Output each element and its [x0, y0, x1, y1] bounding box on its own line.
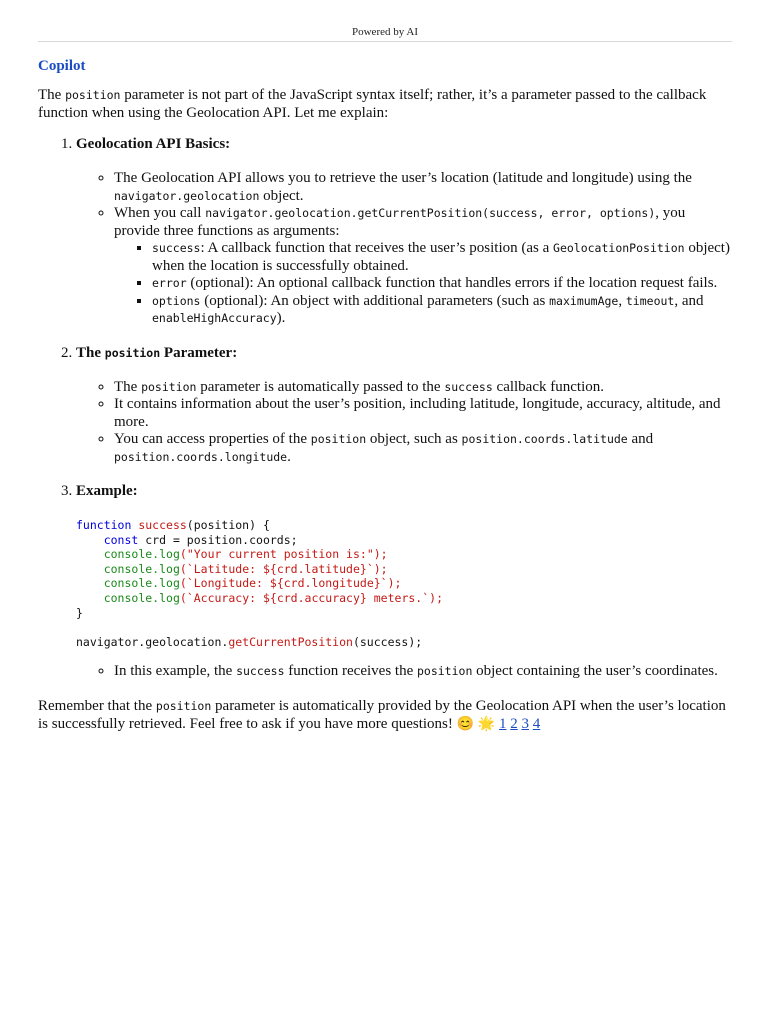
code-token: . [152, 561, 160, 576]
inline-code: position [310, 432, 367, 446]
title-text: Parameter: [160, 344, 238, 361]
bullet-text: . [287, 448, 291, 465]
bullet-text: object containing the user’s coordinates. [472, 663, 718, 680]
list-item-position-parameter [76, 344, 732, 467]
code-token: log [159, 561, 180, 576]
bullet-text: The [114, 378, 142, 395]
bullet-text: , [618, 292, 626, 309]
code-token: log [159, 547, 180, 562]
inline-code: position [65, 88, 121, 102]
inline-code: success [236, 664, 285, 679]
closing-paragraph [38, 697, 732, 734]
title-text: The [76, 344, 105, 361]
code-token: console [103, 590, 153, 605]
code-token: (`Longitude: ${crd.longitude}`); [179, 576, 402, 591]
code-token: ("Your current position is:"); [179, 547, 388, 562]
inline-code: error [152, 276, 187, 290]
star-emoji-icon: 🌟 [477, 716, 496, 732]
sub-bullet-item [152, 293, 732, 328]
inline-code: GeolocationPosition [553, 241, 685, 255]
bullet-list [76, 663, 732, 681]
bullet-list [76, 170, 732, 328]
item-title [76, 345, 237, 361]
reference-link-4[interactable]: 4 [532, 715, 541, 732]
code-token: . [152, 576, 160, 591]
code-token: log [159, 590, 180, 605]
inline-code: options [152, 293, 201, 308]
message-content [38, 56, 732, 734]
bullet-text: : A callback function that receives the user’s position (as a [200, 240, 554, 256]
code-token: getCurrentPosition [228, 634, 353, 649]
bullet-text: (optional): An optional callback function that handles errors if the location request fails. [186, 275, 718, 291]
copilot-brand-label: Copilot [38, 58, 86, 74]
bullet-item [114, 663, 732, 681]
bullet-text: function receives the [284, 663, 417, 680]
bullet-text: parameter is automatically passed to the [196, 378, 445, 395]
inline-code: navigator.geolocation [114, 188, 260, 203]
bullet-text: You can access properties of the [114, 431, 311, 447]
sub-bullet-item [152, 240, 732, 275]
intro-paragraph [38, 86, 732, 122]
footer-text: Remember that the [38, 697, 156, 714]
code-token: console [103, 576, 153, 591]
smile-emoji-icon: 😊 [456, 716, 475, 732]
bullet-item [114, 379, 732, 397]
inline-code: success [152, 241, 201, 255]
inline-code: position.coords.latitude [461, 432, 628, 446]
bullet-text: , and [674, 292, 704, 309]
bullet-text: , you provide three functions as arguments: [114, 205, 686, 239]
inline-code: maximumAge [549, 293, 619, 308]
bullet-item [114, 205, 732, 328]
bullet-item [114, 431, 732, 466]
bullet-text: object, such as [366, 431, 462, 447]
list-item-example [76, 482, 732, 681]
list-item-geolocation-basics [76, 135, 732, 328]
inline-code: success [444, 379, 493, 394]
reference-link-3[interactable]: 3 [521, 715, 529, 732]
bullet-text: (optional): An object with additional parameters (such as [200, 292, 550, 309]
item-title: Geolocation API Basics: [76, 136, 231, 152]
sub-bullet-list [114, 240, 732, 328]
bullet-item [114, 170, 732, 205]
code-token: (success); [352, 634, 423, 649]
inline-code: position [141, 379, 197, 394]
item-title: Example: [76, 483, 138, 499]
code-token: (`Latitude: ${crd.latitude}`); [179, 561, 388, 576]
code-token: } [76, 605, 83, 620]
inline-code: position [155, 698, 212, 713]
code-token: console [103, 561, 153, 576]
code-token: (`Accuracy: ${crd.accuracy} meters.`); [179, 590, 443, 605]
bullet-item [114, 396, 732, 431]
code-token: const [103, 532, 139, 547]
footer-text: parameter is automatically provided by the Geolocation API when the user’s location is successfully retrieved. Feel free to ask if you have more questions! [38, 697, 726, 732]
bullet-text: In this example, the [114, 663, 237, 680]
code-token: success [138, 518, 187, 532]
code-token: . [152, 547, 160, 562]
bullet-text: object) when the location is successfully obtained. [152, 240, 730, 274]
powered-by-header: Powered by AI [38, 26, 732, 42]
inline-code: position [104, 345, 161, 360]
inline-code: enableHighAccuracy [152, 311, 277, 325]
explanation-list [38, 135, 732, 681]
code-token: . [152, 590, 160, 605]
bullet-text: and [627, 431, 654, 447]
inline-code: position [416, 664, 473, 679]
bullet-text: When you call [114, 205, 206, 221]
bullet-text: object. [259, 187, 304, 204]
bullet-list [76, 379, 732, 467]
code-token: crd = position.coords; [138, 532, 298, 547]
inline-code: navigator.geolocation.getCurrentPosition(success, error, options) [205, 206, 656, 220]
code-token: (position) { [186, 518, 270, 532]
code-token: log [159, 576, 180, 591]
code-token: function [76, 518, 132, 532]
bullet-text: ). [276, 310, 286, 326]
sub-bullet-item [152, 275, 732, 293]
intro-text: parameter is not part of the JavaScript syntax itself; rather, it’s a parameter passed to the callback function when using the Geolocation API. Let me explain: [38, 87, 707, 121]
code-block [76, 518, 732, 649]
code-token: console [103, 547, 153, 562]
inline-code: timeout [625, 293, 675, 308]
reference-link-1[interactable]: 1 [499, 715, 507, 732]
bullet-text: It contains information about the user’s position, including latitude, longitude, accuracy, altitude, and more. [114, 396, 721, 430]
intro-text: The [38, 87, 66, 103]
code-token: navigator.geolocation. [76, 634, 229, 649]
inline-code: position.coords.longitude [114, 449, 288, 464]
reference-link-2[interactable]: 2 [510, 715, 518, 732]
bullet-text: callback function. [492, 378, 604, 395]
bullet-text: The Geolocation API allows you to retrieve the user’s location (latitude and longitude) using the [114, 170, 692, 186]
